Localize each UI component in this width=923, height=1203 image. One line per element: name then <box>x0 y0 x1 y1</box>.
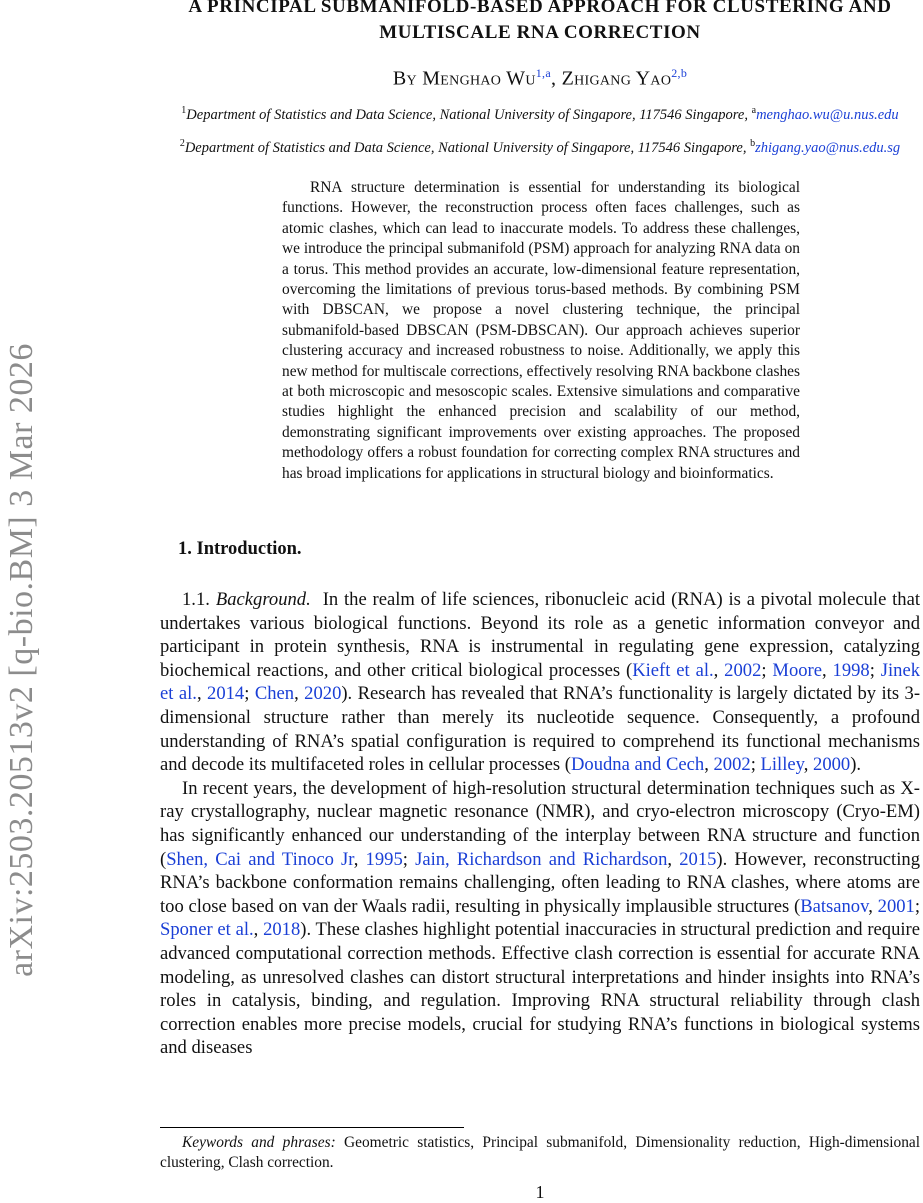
citation-sep: ; <box>244 683 255 705</box>
paragraph-recent-years <box>160 777 920 1060</box>
citation-sep: ; <box>750 754 761 776</box>
affiliation-2 <box>160 138 920 157</box>
citation-link[interactable]: 2018 <box>263 919 301 941</box>
abstract: RNA structure determination is essential for understanding its biological functions. However, the reconstruction process often faces challenges, such as atomic clashes, which can lead to inaccurate models. To address these challenges, we introduce the principal submanifold (PSM) approach for analyzing RNA data on a torus. This method provides an accurate, low-dimensional feature representation, overcoming the limitations of previous torus-based methods. By combining PSM with DBSCAN, we propose a novel clustering technique, the principal submanifold-based DBSCAN (PSM-DBSCAN). Our approach achieves superior clustering accuracy and increased robustness to noise. Additionally, we apply this new method for multiscale corrections, effectively resolving RNA backbone clashes at both microscopic and mesoscopic scales. Extensive simulations and comparative studies highlight the enhanced precision and scalability of our method, demonstrating significant improvements over existing approaches. The proposed methodology offers a robust foundation for correcting complex RNA structures and has broad implications for applications in structural biology and bioinformatics. <box>282 179 800 482</box>
citation-link[interactable]: 1998 <box>832 659 870 681</box>
author-byline <box>160 66 920 91</box>
email-link[interactable]: menghao.wu@u.nus.edu <box>756 106 899 123</box>
citation-link[interactable]: Kieft et al. <box>632 659 714 681</box>
title-line-1: A PRINCIPAL SUBMANIFOLD-BASED APPROACH FOR CLUSTERING AND <box>188 0 892 17</box>
citation-sep: , <box>868 895 878 917</box>
citation-sep: , <box>253 919 264 941</box>
paragraph-text: ). <box>850 754 862 776</box>
author-name: Zhigang Yao <box>561 67 672 90</box>
section-title: Introduction. <box>196 539 302 559</box>
citation-link[interactable]: 2000 <box>813 754 851 776</box>
page-number: 1 <box>535 1182 545 1202</box>
keywords-text: Geometric statistics, Principal submanifold, Dimensionality reduction, High-dimensional clustering, Clash correction. <box>160 1134 920 1172</box>
author-name: Menghao Wu <box>422 67 536 90</box>
title-line-2: MULTISCALE RNA CORRECTION <box>379 22 701 43</box>
email-link[interactable]: zhigang.yao@nus.edu.sg <box>755 139 901 156</box>
citation-link[interactable]: Moore <box>772 659 822 681</box>
footnote-rule <box>160 1127 464 1128</box>
citation-link[interactable]: Jain, Richardson and Richardson <box>415 848 668 870</box>
citation-sep: , <box>353 848 366 870</box>
author-affiliation-mark[interactable]: 2,b <box>671 66 688 80</box>
paper-title <box>140 0 923 46</box>
citation-sep: , <box>704 754 714 776</box>
affiliation-number: 1 <box>181 105 187 116</box>
citation-link[interactable]: Sponer et al. <box>160 919 254 941</box>
keywords-footnote <box>160 1133 920 1174</box>
paragraph-text: In recent years, the development of high-resolution structural determination techniques such as X-ray crystallography, nuclear magnetic resonance (NMR), and cryo-electron microscopy (Cryo-EM) has significantly enhanced our understanding of the interplay between RNA structure and function ( <box>160 777 920 870</box>
subsection-title: Background. <box>215 589 311 610</box>
affiliation-number: 2 <box>179 138 185 149</box>
citation-link[interactable]: Doudna and Cech <box>570 754 705 776</box>
section-heading <box>178 539 302 560</box>
citation-sep: ; <box>914 895 920 917</box>
citation-link[interactable]: Shen, Cai and Tinoco Jr <box>166 848 354 870</box>
keywords-label: Keywords and phrases: <box>182 1134 336 1151</box>
subsection-number: 1.1. <box>182 589 210 610</box>
citation-sep: ; <box>761 659 773 681</box>
citation-sep: , <box>196 683 208 705</box>
citation-sep: , <box>821 659 833 681</box>
citation-link[interactable]: 2001 <box>877 895 915 917</box>
paragraph-text: ). However, reconstructing RNA’s backbone conformation remains challenging, often leading to RNA clashes, where atoms are too close based on van der Waals radii, resulting in physically implausible structures ( <box>160 848 920 917</box>
citation-sep: , <box>713 659 725 681</box>
author-affiliation-mark[interactable]: 1,a <box>535 66 551 80</box>
citation-sep: , <box>667 848 680 870</box>
section-number: 1. <box>178 539 192 559</box>
citation-sep: , <box>294 683 305 705</box>
email-mark: a <box>751 105 757 116</box>
paragraph-background <box>160 588 920 1060</box>
citation-link[interactable]: Jinek et al. <box>160 659 920 705</box>
citation-link[interactable]: Lilley <box>760 754 804 776</box>
citation-link[interactable]: 2002 <box>713 754 751 776</box>
arxiv-identifier: arXiv:2503.20513v2 [q-bio.BM] 3 Mar 2026 <box>3 343 40 977</box>
citation-link[interactable]: Batsanov <box>800 895 869 917</box>
affiliation-1 <box>160 105 920 124</box>
citation-link[interactable]: 2015 <box>679 848 717 870</box>
citation-link[interactable]: 2014 <box>207 683 245 705</box>
citation-link[interactable]: 2002 <box>724 659 762 681</box>
email-mark: b <box>750 138 756 149</box>
citation-link[interactable]: Chen <box>254 683 295 705</box>
byline-by: By <box>392 67 417 90</box>
paragraph-text: In the realm of life sciences, ribonucleic acid (RNA) is a pivotal molecule that undertakes various biological functions. Beyond its role as a genetic information conveyor and participant in protein synthesis, RNA is instrumental in regulating gene expression, catalyzing biochemical reactions, and other critical biological processes ( <box>160 589 920 681</box>
citation-sep: ; <box>869 659 881 681</box>
affiliation-text: Department of Statistics and Data Science, National University of Singapore, 117546 Singapore, <box>186 106 748 123</box>
citation-link[interactable]: 1995 <box>365 848 403 870</box>
citation-link[interactable]: 2020 <box>304 683 342 705</box>
paragraph-text: ). Research has revealed that RNA’s functionality is largely dictated by its 3-dimensional structure rather than merely its nucleotide sequence. Consequently, a profound understanding of RNA’s spatial configuration is required to comprehend its functional mechanisms and decode its multifaceted roles in cellular processes ( <box>160 683 921 776</box>
byline-separator: , <box>550 67 557 90</box>
citation-sep: , <box>803 754 814 776</box>
paragraph-text: ). These clashes highlight potential inaccuracies in structural prediction and require advanced computational correction methods. Effective clash correction is essential for accurate RNA modeling, as unresolved clashes can distort structural interpretations and hinder insights into RNA’s roles in catalysis, binding, and regulation. Improving RNA structural reliability through clash correction enables more precise models, crucial for studying RNA’s functions in biological systems and diseases <box>160 919 921 1059</box>
citation-sep: ; <box>402 848 416 870</box>
affiliation-text: Department of Statistics and Data Science, National University of Singapore, 117546 Singapore, <box>184 139 747 156</box>
